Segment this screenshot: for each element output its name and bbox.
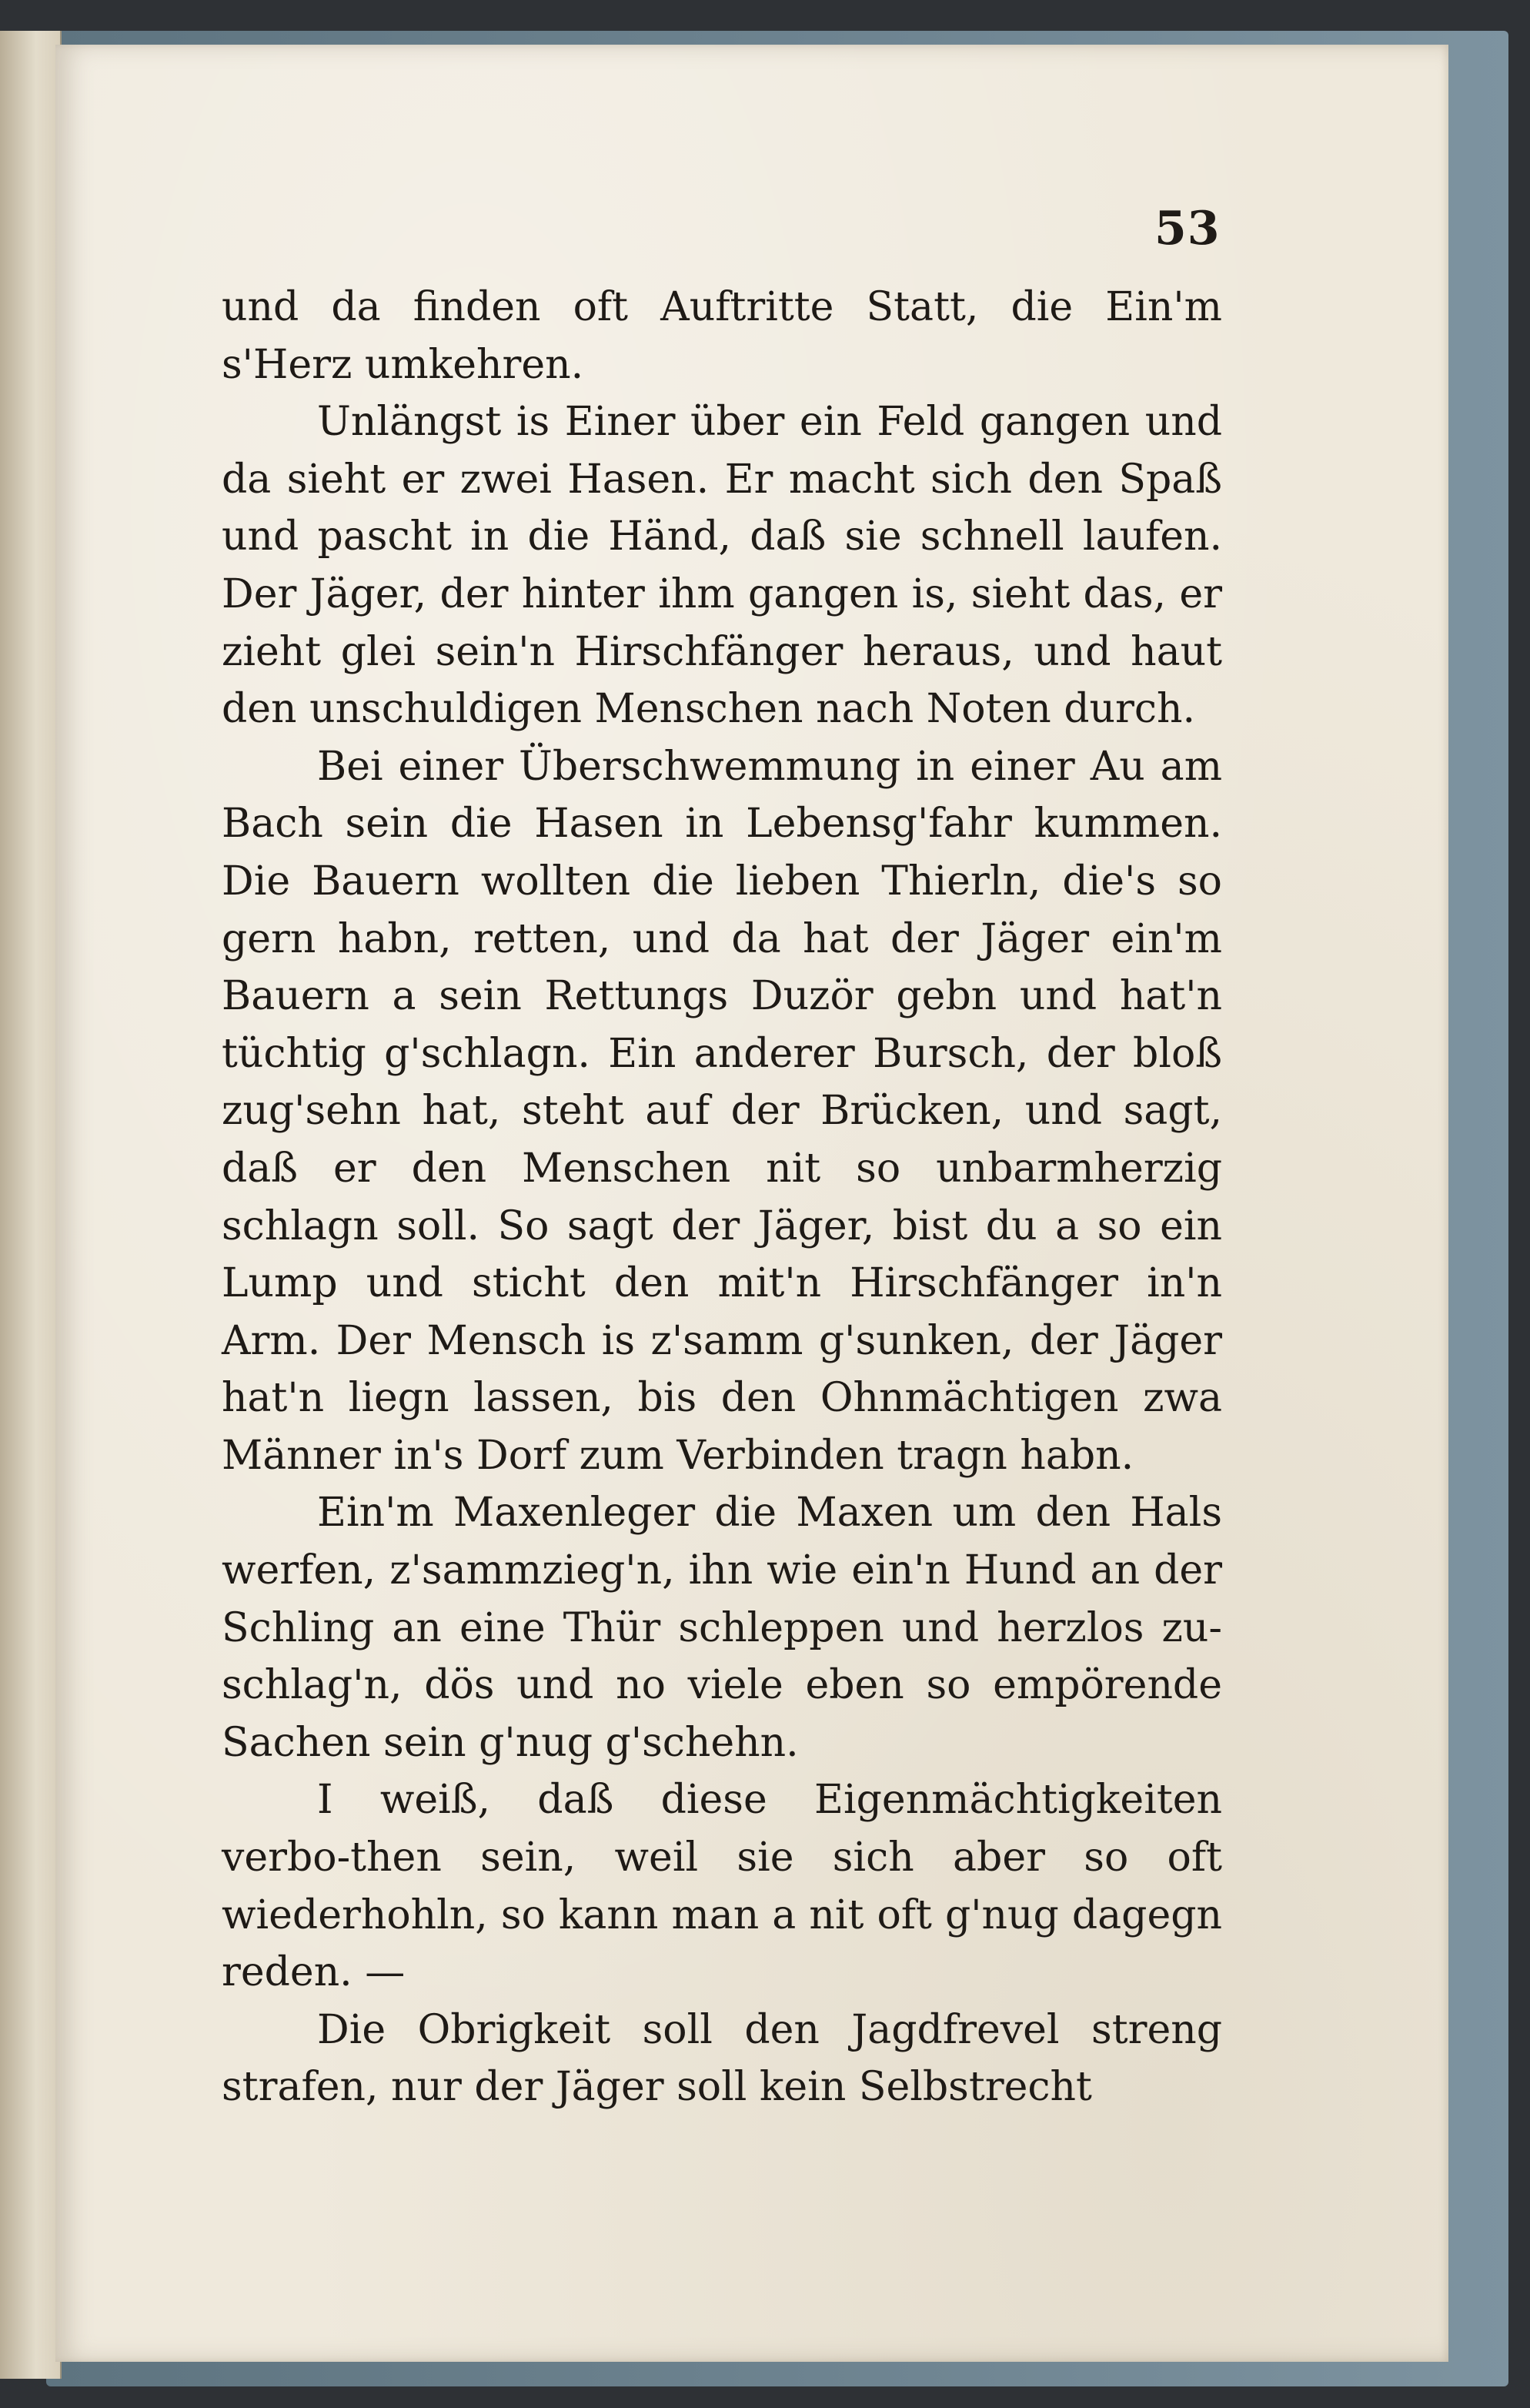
paragraph: Die Obrigkeit soll den Jagdfrevel streng strafen, nur der Jäger soll kein Selbstrecht xyxy=(222,2006,1222,2111)
paragraph: Unlängst is Einer über ein Feld gangen und da sieht er zwei Hasen. Er macht sich den Spaß und pascht in die Händ, daß sie schnell laufen. Der Jäger, der hinter ihm gangen is, sieht das, er zieht glei sein'n Hirschfänger heraus, und haut den unschuldigen Menschen nach Noten durch. xyxy=(222,399,1222,733)
facing-page-edge xyxy=(0,31,62,2379)
paragraph: Bei einer Überschwemmung in einer Au am Bach sein die Hasen in Lebensg'fahr kummen. Die Bauern wollten die lieben Thierln, die's so gern habn, retten, und da hat der Jäger ein'm Bauern a sein Rettungs Duzör gebn und hat'n tüchtig g'schlagn. Ein anderer Bursch, der bloß zug'sehn hat, steht auf der Brücken, und sagt, daß er den Menschen nit so unbarmherzig schlagn soll. So sagt der Jäger, bist du a so ein Lump und sticht den mit'n Hirschfänger in'n Arm. Der Mensch is z'samm g'sunken, der Jäger hat'n liegn lassen, bis den Ohnmächtigen zwa Männer in's Dorf zum Verbinden tragn habn. xyxy=(222,743,1222,1479)
paragraph: I weiß, daß diese Eigenmächtigkeiten verbo-then sein, weil sie sich aber so oft wiederhohln, so kann man a nit oft g'nug dagegn reden. — xyxy=(222,1777,1222,1996)
paragraph: und da finden oft Auftritte Statt, die Ein'm s'Herz umkehren. xyxy=(222,284,1222,388)
page-number: 53 xyxy=(1154,202,1221,256)
paragraph: Ein'm Maxenleger die Maxen um den Hals werfen, z'sammzieg'n, ihn wie ein'n Hund an der Schling an eine Thür schleppen und herzlos zu-schlag'n, dös und no viele eben so empörende Sachen sein g'nug g'schehn. xyxy=(222,1490,1222,1766)
page-text xyxy=(222,279,1222,2116)
